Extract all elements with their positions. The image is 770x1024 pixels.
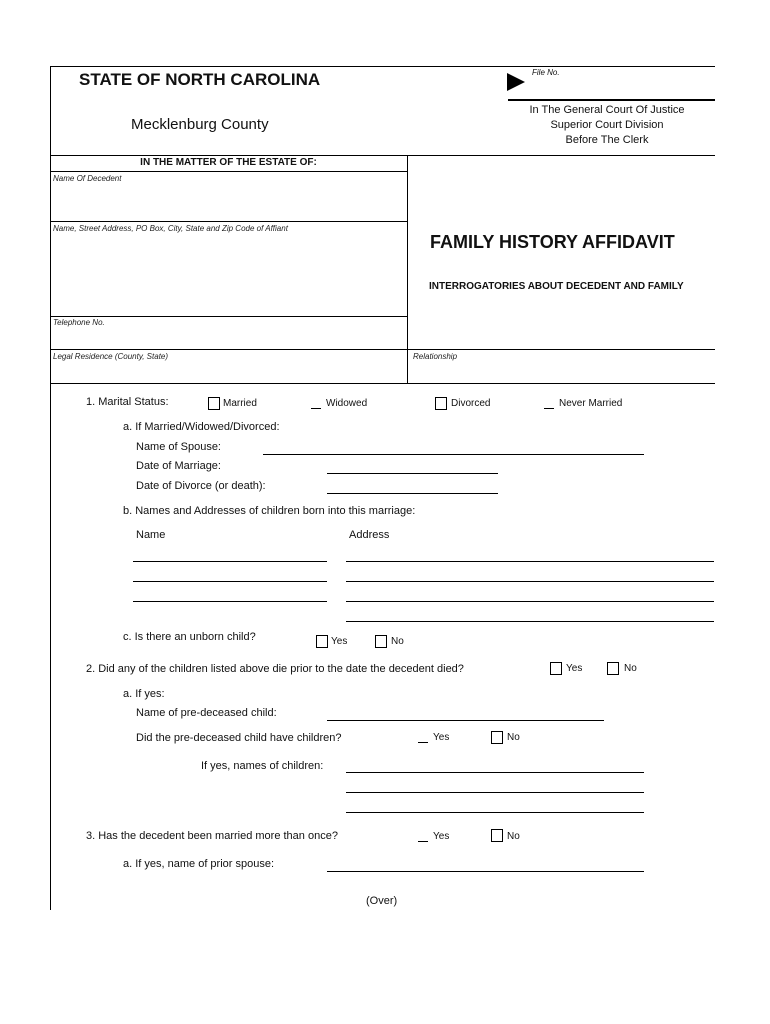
grandchild-name-field-3[interactable] <box>346 812 644 813</box>
child-address-field-1[interactable] <box>346 561 714 562</box>
form-subtitle: INTERROGATORIES ABOUT DECEDENT AND FAMILY <box>429 281 684 292</box>
predeceased-name-label: Name of pre-deceased child: <box>136 707 277 719</box>
telephone-field[interactable] <box>51 317 407 349</box>
form-title: FAMILY HISTORY AFFIDAVIT <box>430 232 675 252</box>
child-address-field-4[interactable] <box>346 621 714 622</box>
spouse-label: Name of Spouse: <box>136 441 221 453</box>
married-label: Married <box>223 398 257 409</box>
decedent-field[interactable] <box>51 172 407 221</box>
q1c-label: c. Is there an unborn child? <box>123 631 256 643</box>
unborn-yes-label: Yes <box>331 636 348 647</box>
q3-yes-label: Yes <box>433 831 450 842</box>
prior-spouse-field[interactable] <box>327 871 644 872</box>
marriage-date-field[interactable] <box>327 473 498 474</box>
q2a-label: a. If yes: <box>123 688 165 700</box>
unborn-no-checkbox[interactable] <box>375 635 387 648</box>
unborn-no-label: No <box>391 636 404 647</box>
children-address-header: Address <box>349 529 390 541</box>
had-children-no-checkbox[interactable] <box>491 731 503 744</box>
q2-no-label: No <box>624 663 637 674</box>
over-label: (Over) <box>366 895 398 907</box>
q2-label: 2. Did any of the children listed above die prior to the date the decedent died? <box>86 663 464 675</box>
q3-no-label: No <box>507 831 520 842</box>
grandchild-name-field-1[interactable] <box>346 772 644 773</box>
estate-bottom-line <box>50 383 715 384</box>
q3-label: 3. Has the decedent been married more than once? <box>86 830 338 842</box>
child-name-field-3[interactable] <box>133 601 327 602</box>
had-children-no-label: No <box>507 732 520 743</box>
court-line-2: Superior Court Division <box>550 119 664 131</box>
child-name-field-2[interactable] <box>133 581 327 582</box>
affiant-label: Name, Street Address, PO Box, City, State and Zip Code of Affiant <box>53 224 288 233</box>
q2-yes-checkbox[interactable] <box>550 662 562 675</box>
grandchild-name-field-2[interactable] <box>346 792 644 793</box>
q1b-label: b. Names and Addresses of children born into this marriage: <box>123 505 416 517</box>
decedent-label: Name Of Decedent <box>53 174 122 183</box>
had-children-yes-checkbox[interactable] <box>418 731 428 743</box>
county-name: Mecklenburg County <box>131 116 269 133</box>
state-title: STATE OF NORTH CAROLINA <box>79 70 321 89</box>
q2-no-checkbox[interactable] <box>607 662 619 675</box>
child-name-field-1[interactable] <box>133 561 327 562</box>
q1-label: 1. Marital Status: <box>86 396 169 408</box>
court-line-3: Before The Clerk <box>565 134 649 146</box>
estate-heading: IN THE MATTER OF THE ESTATE OF: <box>140 157 317 168</box>
predeceased-name-field[interactable] <box>327 720 604 721</box>
child-address-field-2[interactable] <box>346 581 714 582</box>
affiant-field[interactable] <box>51 222 407 316</box>
divorced-label: Divorced <box>451 398 491 409</box>
divorced-checkbox[interactable] <box>435 397 447 410</box>
q3-no-checkbox[interactable] <box>491 829 503 842</box>
file-no-field[interactable] <box>508 99 715 101</box>
q3-yes-checkbox[interactable] <box>418 830 428 842</box>
q3a-label: a. If yes, name of prior spouse: <box>123 858 275 870</box>
residence-label: Legal Residence (County, State) <box>53 352 169 361</box>
had-children-label: Did the pre-deceased child have children? <box>136 732 342 744</box>
telephone-label: Telephone No. <box>53 318 105 327</box>
divorce-date-field[interactable] <box>327 493 498 494</box>
children-names-label: If yes, names of children: <box>201 760 324 772</box>
children-name-header: Name <box>136 529 166 541</box>
marriage-date-label: Date of Marriage: <box>136 460 221 472</box>
child-address-field-3[interactable] <box>346 601 714 602</box>
header-divider <box>50 155 715 156</box>
spouse-field[interactable] <box>263 454 644 455</box>
widowed-label: Widowed <box>326 398 368 409</box>
court-line-1: In The General Court Of Justice <box>529 104 685 116</box>
top-border <box>50 66 715 67</box>
divorce-date-label: Date of Divorce (or death): <box>136 480 266 492</box>
had-children-yes-label: Yes <box>433 732 450 743</box>
never-married-checkbox[interactable] <box>544 397 554 409</box>
file-no-label: File No. <box>532 68 560 77</box>
residence-field[interactable] <box>51 350 407 383</box>
left-border-lower <box>50 384 51 910</box>
arrow-right-icon <box>506 72 526 92</box>
relationship-label: Relationship <box>413 352 458 361</box>
q2-yes-label: Yes <box>566 663 583 674</box>
q1a-label: a. If Married/Widowed/Divorced: <box>123 421 280 433</box>
never-married-label: Never Married <box>559 398 623 409</box>
unborn-yes-checkbox[interactable] <box>316 635 328 648</box>
widowed-checkbox[interactable] <box>311 397 321 409</box>
relationship-field[interactable] <box>408 350 714 383</box>
married-checkbox[interactable] <box>208 397 220 410</box>
